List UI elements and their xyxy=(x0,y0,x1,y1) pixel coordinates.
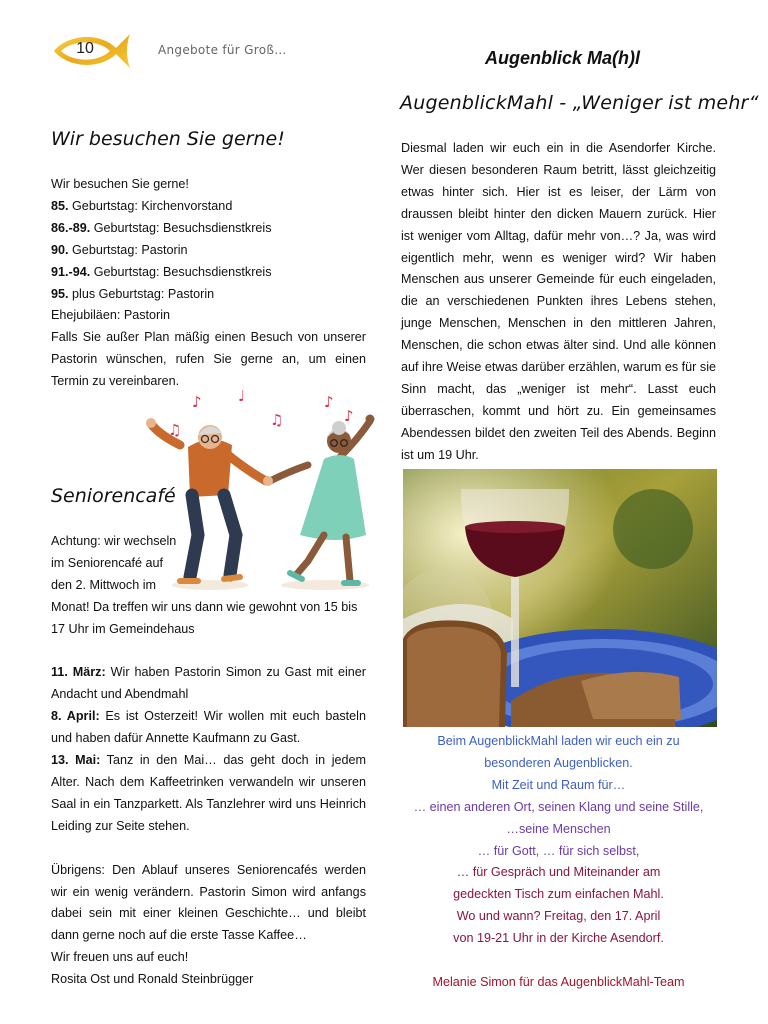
visits-intro: Wir besuchen Sie gerne! xyxy=(51,177,189,191)
cafe-notice-rest: Monat! Da treffen wir uns dann wie gewohnt von 15 bis 17 Uhr im Gemeindehaus xyxy=(51,599,358,636)
cafe-event: 13. Mai: Tanz in den Mai… das geht doch in jedem Alter. Nach dem Kaffeetrinken verwandeln wir unseren Saal in ein Tanzparkett. Als Tanzlehrer wird uns Heinrich Leiding zur Seite stehen. xyxy=(51,753,366,833)
meal-signature: Melanie Simon für das AugenblickMahl-Team xyxy=(432,975,685,989)
poem-line: Beim AugenblickMahl laden wir euch ein zu xyxy=(437,734,680,748)
meal-poem xyxy=(401,731,716,950)
poem-line: …seine Menschen xyxy=(506,821,611,836)
wine-and-bread-photo xyxy=(403,469,717,727)
svg-text:♫: ♫ xyxy=(270,411,284,429)
cafe-notice-line: den 2. Mittwoch im xyxy=(51,577,156,592)
poem-line: Wo und wann? Freitag, den 17. April xyxy=(456,909,661,924)
poem-line: … für Gespräch und Miteinander am xyxy=(456,865,661,880)
running-title: Angebote für Groß… xyxy=(158,43,287,57)
cafe-block xyxy=(51,531,366,991)
poem-line: Mit Zeit und Raum für… xyxy=(491,777,626,792)
poem-line: gedeckten Tisch zum einfachen Mahl. xyxy=(453,887,664,902)
svg-text:♩: ♩ xyxy=(238,387,246,405)
cafe-heading: Seniorencafé xyxy=(51,485,176,507)
cafe-notice-line: Achtung: wir wechseln xyxy=(51,534,177,548)
cafe-signature: Rosita Ost und Ronald Steinbrügger xyxy=(51,972,254,987)
visit-item: 95. plus Geburtstag: Pastorin xyxy=(51,286,215,301)
visits-jubilee: Ehejubiläen: Pastorin xyxy=(51,308,171,323)
svg-text:♫: ♫ xyxy=(168,421,182,439)
page-number: 10 xyxy=(76,40,94,57)
cafe-event: 8. April: Es ist Osterzeit! Wir wollen mit euch basteln und haben dafür Annette Kaufmann zu Gast. xyxy=(51,709,366,746)
svg-text:♪: ♪ xyxy=(192,393,202,411)
meal-title: Augenblick Ma(h)l xyxy=(484,48,640,68)
cafe-event: 11. März: Wir haben Pastorin Simon zu Gast mit einer Andacht und Abendmahl xyxy=(51,665,366,702)
visits-block xyxy=(51,174,366,393)
visits-note: Falls Sie außer Plan mäßig einen Besuch von unserer Pastorin wünschen, rufen Sie gerne an, um einen Termin zu vereinbaren. xyxy=(51,330,366,389)
poem-line: … einen anderen Ort, seinen Klang und seine Stille, xyxy=(413,799,704,814)
poem-line: … für Gott, … für sich selbst, xyxy=(477,843,640,858)
visits-heading: Wir besuchen Sie gerne! xyxy=(51,128,285,150)
visit-item: 86.-89. Geburtstag: Besuchsdienstkreis xyxy=(51,220,272,235)
visit-item: 91.-94. Geburtstag: Besuchsdienstkreis xyxy=(51,264,272,279)
poem-line: von 19-21 Uhr in der Kirche Asendorf. xyxy=(453,931,664,946)
visit-item: 85. Geburtstag: Kirchenvorstand xyxy=(51,198,233,213)
music-notes-icon xyxy=(168,387,354,439)
cafe-greeting: Wir freuen uns auf euch! xyxy=(51,950,189,965)
meal-body: Diesmal laden wir euch ein in die Asendorfer Kirche. Wer diesen besonderen Raum betritt, lässt gleichzeitig etwas hinter sich. Hier ist es leiser, der Lärm von draussen bleibt hinter den dicken Mauern zurück. Hier ist weniger vom Alltag, dafür mehr von…? Ja, was wird eigentlich mehr, wenn es weniger wird? Wir haben Menschen aus unserer Gemeinde für euch eingeladen, die an verschiedenen Punkten ihres Lebens stehen, junge Menschen, Menschen in den mittleren Jahren, Menschen, die schon etwas älter sind. Und alle können auf ihre Weise etwas darüber erzählen, warum es für sie Sinn macht, das „weniger ist mehr“. Lasst euch überraschen, kommt und hört zu. Ein gemeinsames Abendessen bildet den zweiten Teil des Abends. Beginn ist um 19 Uhr. xyxy=(401,141,716,462)
svg-text:♪: ♪ xyxy=(344,407,354,425)
meal-subtitle: AugenblickMahl - „Weniger ist mehr“ xyxy=(400,92,759,114)
cafe-closing: Übrigens: Den Ablauf unseres Seniorencafés werden wir ein wenig verändern. Pastorin Simon wird anfangs dabei sein mit einer kleinen Geschichte… und bleibt dann gerne noch auf die erste Tasse Kaffee… xyxy=(51,862,366,943)
visit-item: 90. Geburtstag: Pastorin xyxy=(51,242,188,257)
cafe-notice-line: im Seniorencafé auf xyxy=(51,555,164,570)
poem-line: besonderen Augenblicken. xyxy=(484,755,633,770)
svg-text:♪: ♪ xyxy=(324,393,334,411)
